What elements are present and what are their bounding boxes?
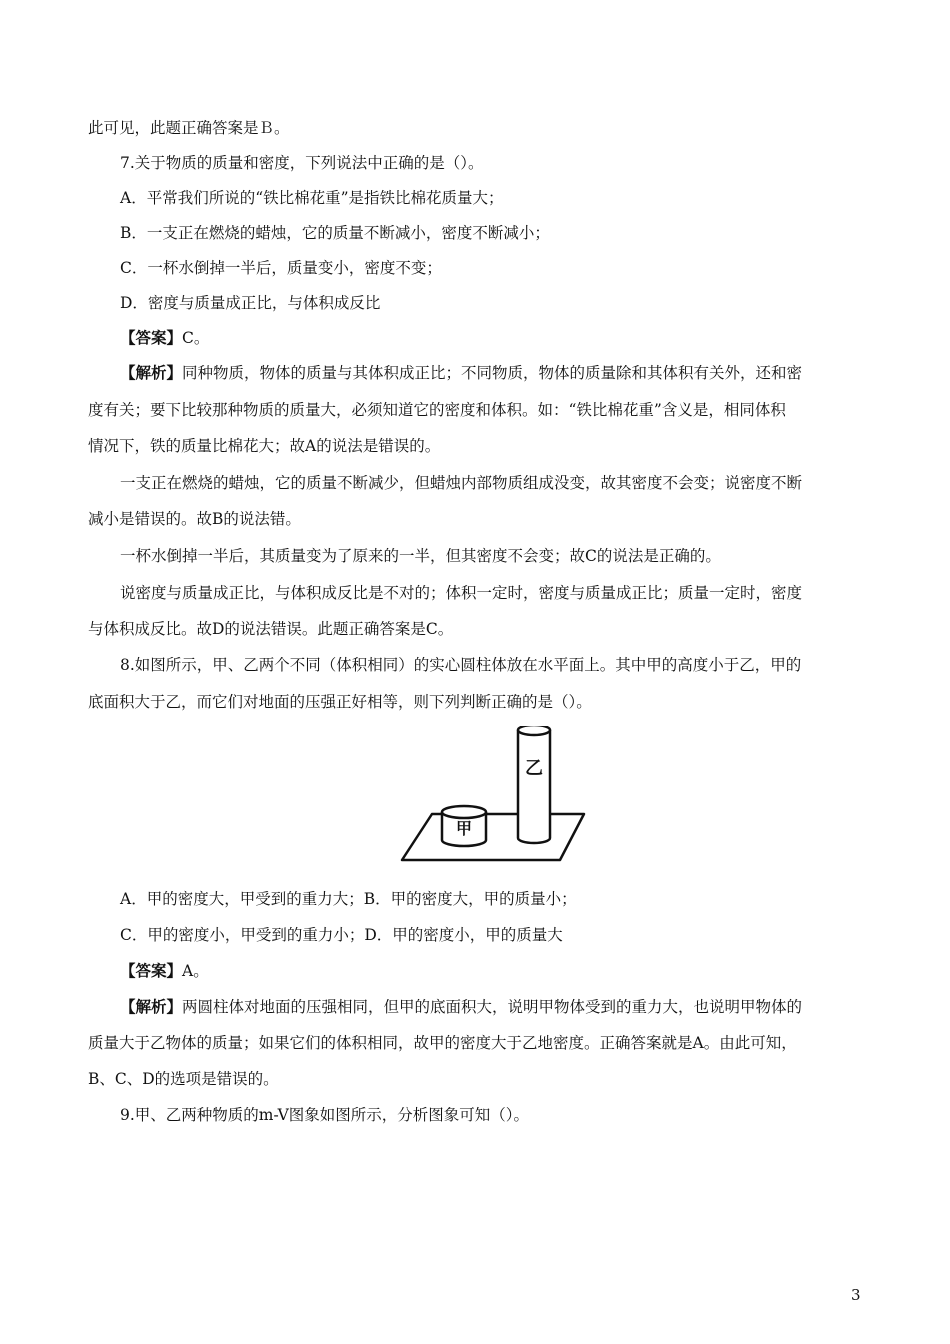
label-jia: 甲 bbox=[455, 819, 473, 838]
page-number: 3 bbox=[851, 1286, 861, 1304]
text-line: 说密度与质量成正比，与体积成反比是不对的；体积一定时，密度与质量成正比；质量一定时，密度 bbox=[120, 584, 803, 602]
question-9: 9.甲、乙两种物质的m-V图象如图所示，分析图象可知（）。 bbox=[120, 1106, 530, 1124]
ground-plane bbox=[402, 814, 584, 860]
question-7: 7.关于物质的质量和密度，下列说法中正确的是（）。 bbox=[120, 154, 484, 172]
section-marker: 【答案】 bbox=[120, 961, 183, 980]
option-d: D．密度与质量成正比，与体积成反比 bbox=[120, 294, 381, 312]
text-line: 一支正在燃烧的蜡烛，它的质量不断减少，但蜡烛内部物质组成没变，故其密度不会变；说密度不断 bbox=[120, 474, 803, 492]
section-marker: 【答案】 bbox=[120, 328, 183, 347]
options-ab: A．甲的密度大，甲受到的重力大；B．甲的密度大，甲的质量小； bbox=[120, 890, 577, 908]
answer-8: 【答案】A。 bbox=[120, 961, 209, 980]
cylinder-yi-top bbox=[518, 726, 550, 735]
option-a: A．平常我们所说的“铁比棉花重”是指铁比棉花质量大； bbox=[120, 189, 504, 207]
text-line: 质量大于乙物体的质量；如果它们的体积相同，故甲的密度大于乙地密度。正确答案就是A。由此可知， bbox=[88, 1034, 797, 1052]
section-marker: 【解析】 bbox=[120, 363, 183, 382]
question-8: 8.如图所示，甲、乙两个不同（体积相同）的实心圆柱体放在水平面上。其中甲的高度小于乙，甲的 bbox=[120, 656, 802, 674]
section-marker: 【解析】 bbox=[120, 997, 183, 1016]
text-line: 情况下，铁的质量比棉花大；故A的说法是错误的。 bbox=[88, 437, 441, 455]
label-yi: 乙 bbox=[525, 758, 543, 779]
options-cd: C．甲的密度小，甲受到的重力小；D．甲的密度小，甲的质量大 bbox=[120, 926, 563, 944]
text-line: 底面积大于乙，而它们对地面的压强正好相等，则下列判断正确的是（）。 bbox=[88, 693, 592, 711]
explanation-7: 【解析】同种物质，物体的质量与其体积成正比；不同物质，物体的质量除和其体积有关外，还和密 bbox=[120, 363, 803, 382]
cylinders-figure bbox=[398, 726, 588, 868]
text-line: B、C、D的选项是错误的。 bbox=[88, 1070, 279, 1088]
answer-7: 【答案】C。 bbox=[120, 328, 210, 347]
text-line: 一杯水倒掉一半后，其质量变为了原来的一半，但其密度不会变；故C的说法是正确的。 bbox=[120, 547, 721, 565]
explanation-8: 【解析】两圆柱体对地面的压强相同，但甲的底面积大，说明甲物体受到的重力大，也说明甲物体的 bbox=[120, 997, 803, 1016]
cylinder-yi bbox=[518, 730, 550, 843]
text-line: 度有关；要下比较那种物质的质量大，必须知道它的密度和体积。如：“铁比棉花重”含义是，相同体积 bbox=[88, 401, 786, 419]
text-line: 减小是错误的。故B的说法错。 bbox=[88, 510, 301, 528]
option-c: C．一杯水倒掉一半后，质量变小，密度不变； bbox=[120, 259, 442, 277]
text-line: 与体积成反比。故D的说法错误。此题正确答案是C。 bbox=[88, 620, 454, 638]
cylinder-jia-top bbox=[442, 806, 486, 818]
option-b: B．一支正在燃烧的蜡烛，它的质量不断减小，密度不断减小； bbox=[120, 224, 550, 242]
text-line: 此可见，此题正确答案是Ｂ。 bbox=[88, 119, 290, 137]
